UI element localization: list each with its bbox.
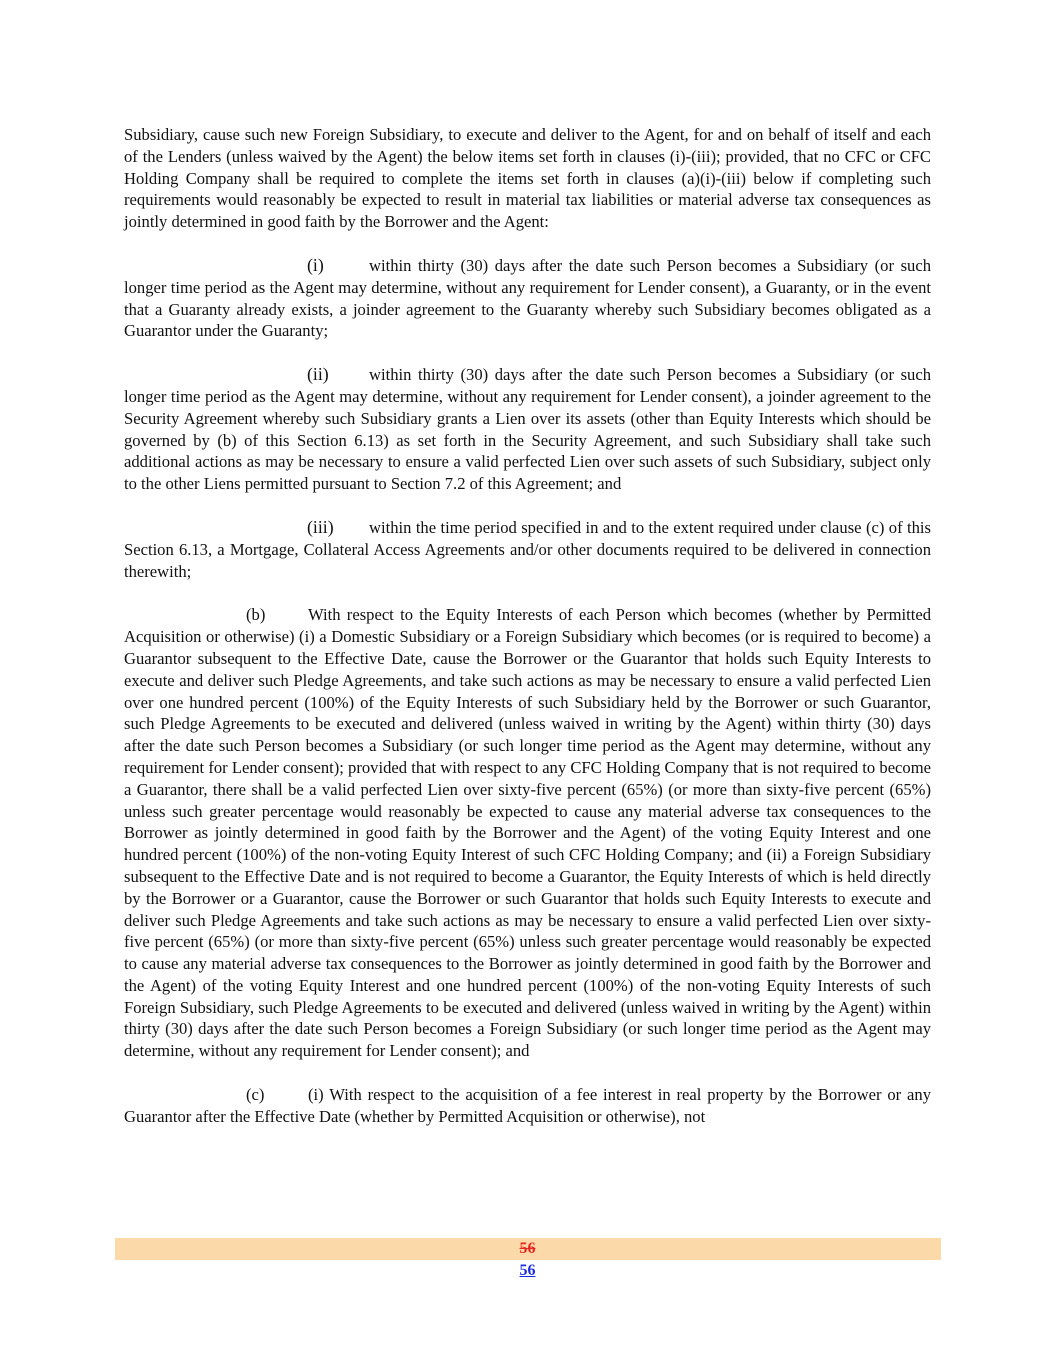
document-body (124, 124, 931, 1128)
clause-iii-text: within the time period specified in and to the extent required under clause (c) of this Section 6.13, a Mortgage, Collateral Access Agreements and/or other documents required to be delivered in connection therewith; (124, 517, 931, 581)
clause-iii-paragraph (124, 517, 931, 582)
clause-ii-label: (ii) (307, 364, 329, 385)
page-number-deleted: 56 (519, 1240, 536, 1257)
clause-b-text: With respect to the Equity Interests of each Person which becomes (whether by Permitted Acquisition or otherwise) (i) a Domestic Subsidiary or a Foreign Subsidiary which becomes (or is required to become) a Guarantor subsequent to the Effective Date, cause the Borrower or the Guarantor that holds such Equity Interests to execute and deliver such Pledge Agreements, and take such actions as may be necessary to ensure a valid perfected Lien over one hundred percent (100%) of the Equity Interests of such Subsidiary held by the Borrower or such Guarantor, such Pledge Agreements to be executed and delivered (unless waived in writing by the Agent) within thirty (30) days after the date such Person becomes a Subsidiary (or such longer time period as the Agent may determine, without any requirement for Lender consent); provided that with respect to any CFC Holding Company that is not required to become a Guarantor, there shall be a valid perfected Lien over sixty-five percent (65%) (or more than sixty-five percent (65%) unless such greater percentage would reasonably be expected to cause any material adverse tax consequences to the Borrower as jointly determined in good faith by the Borrower and the Agent) of the voting Equity Interest and one hundred percent (100%) of the non-voting Equity Interest of such CFC Holding Company; and (ii) a Foreign Subsidiary subsequent to the Effective Date and is not required to become a Guarantor, the Equity Interests of which is held directly by the Borrower or a Guarantor, cause the Borrower or such Guarantor that holds such Equity Interests to execute and deliver such Pledge Agreements and take such actions as may be necessary to ensure a valid perfected Lien over sixty-five percent (65%) (or more than sixty-five percent (65%) unless such greater percentage would reasonably be expected to cause any material adverse tax consequences to the Borrower as jointly determined in good faith by the Borrower and the Agent) of the voting Equity Interest and one hundred percent (100%) of the non-voting Equity Interests of such Foreign Subsidiary, such Pledge Agreements to be executed and delivered (unless waived in writing by the Agent) within thirty (30) days after the date such Person becomes a Foreign Subsidiary (or such longer time period as the Agent may determine, without any requirement for Lender consent); and (124, 605, 931, 1061)
intro-paragraph (124, 124, 931, 233)
clause-ii-paragraph (124, 364, 931, 495)
intro-text: Subsidiary, cause such new Foreign Subsidiary, to execute and deliver to the Agent, for and on behalf of itself and each of the Lenders (unless waived by the Agent) the below items set forth in clauses (i)-(iii); provided, that no CFC or CFC Holding Company shall be required to complete the items set forth in clauses (a)(i)-(iii) below if completing such requirements would reasonably be expected to result in material tax liabilities or material adverse tax consequences as jointly determined in good faith by the Borrower and the Agent: (124, 125, 931, 232)
clause-iii-label: (iii) (307, 516, 334, 537)
clause-ii-text: within thirty (30) days after the date such Person becomes a Subsidiary (or such longer time period as the Agent may determine, without any requirement for Lender consent), a joinder agreement to the Security Agreement whereby such Subsidiary grants a Lien over its assets (other than Equity Interests which should be governed by (b) of this Section 6.13) as set forth in the Security Agreement, and such Subsidiary shall take such additional actions as may be necessary to ensure a valid perfected Lien over such assets of such Subsidiary, subject only to the other Liens permitted pursuant to Section 7.2 of this Agreement; and (124, 365, 931, 494)
clause-i-paragraph (124, 255, 931, 342)
clause-i-label: (i) (307, 254, 324, 275)
clause-c-label: (c) (246, 1085, 265, 1105)
clause-b-label: (b) (246, 605, 266, 625)
clause-b-paragraph (124, 604, 931, 1062)
clause-c-paragraph (124, 1084, 931, 1128)
page-number-inserted: 56 (519, 1262, 536, 1279)
clause-i-text: within thirty (30) days after the date such Person becomes a Subsidiary (or such longer time period as the Agent may determine, without any requirement for Lender consent), a Guaranty, or in the event that a Guaranty already exists, a joinder agreement to the Guaranty whereby such Subsidiary becomes obligated as a Guarantor under the Guaranty; (124, 255, 931, 341)
clause-c-text: (i) With respect to the acquisition of a fee interest in real property by the Borrower or any Guarantor after the Effective Date (whether by Permitted Acquisition or otherwise), not (124, 1085, 931, 1126)
